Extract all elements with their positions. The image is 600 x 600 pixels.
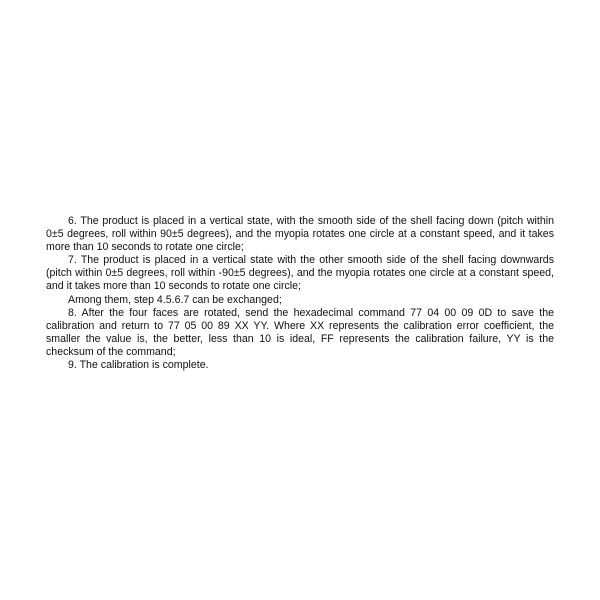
step-8-paragraph: 8. After the four faces are rotated, send the hexadecimal command 77 04 00 09 0D to save the calibration and return to 77 05 00 89 XX YY. Where XX represents the calibration error coefficient, the smaller the value is, the better, less than 10 is ideal, FF represents the calibration failure, YY is the checksum of the command;: [46, 306, 554, 358]
step-6-paragraph: 6. The product is placed in a vertical state, with the smooth side of the shell facing down (pitch within 0±5 degrees, roll within 90±5 degrees), and the myopia rotates one circle at a constant speed, and it takes more than 10 seconds to rotate one circle;: [46, 215, 554, 254]
instruction-text-block: [46, 215, 554, 372]
exchange-note-paragraph: Among them, step 4.5.6.7 can be exchanged;: [68, 293, 282, 306]
step-7-paragraph: 7. The product is placed in a vertical state with the other smooth side of the shell facing downwards (pitch within 0±5 degrees, roll within -90±5 degrees), and the myopia rotates one circle at a constant speed, and it takes more than 10 seconds to rotate one circle;: [46, 254, 554, 293]
step-9-paragraph: 9. The calibration is complete.: [68, 359, 209, 372]
